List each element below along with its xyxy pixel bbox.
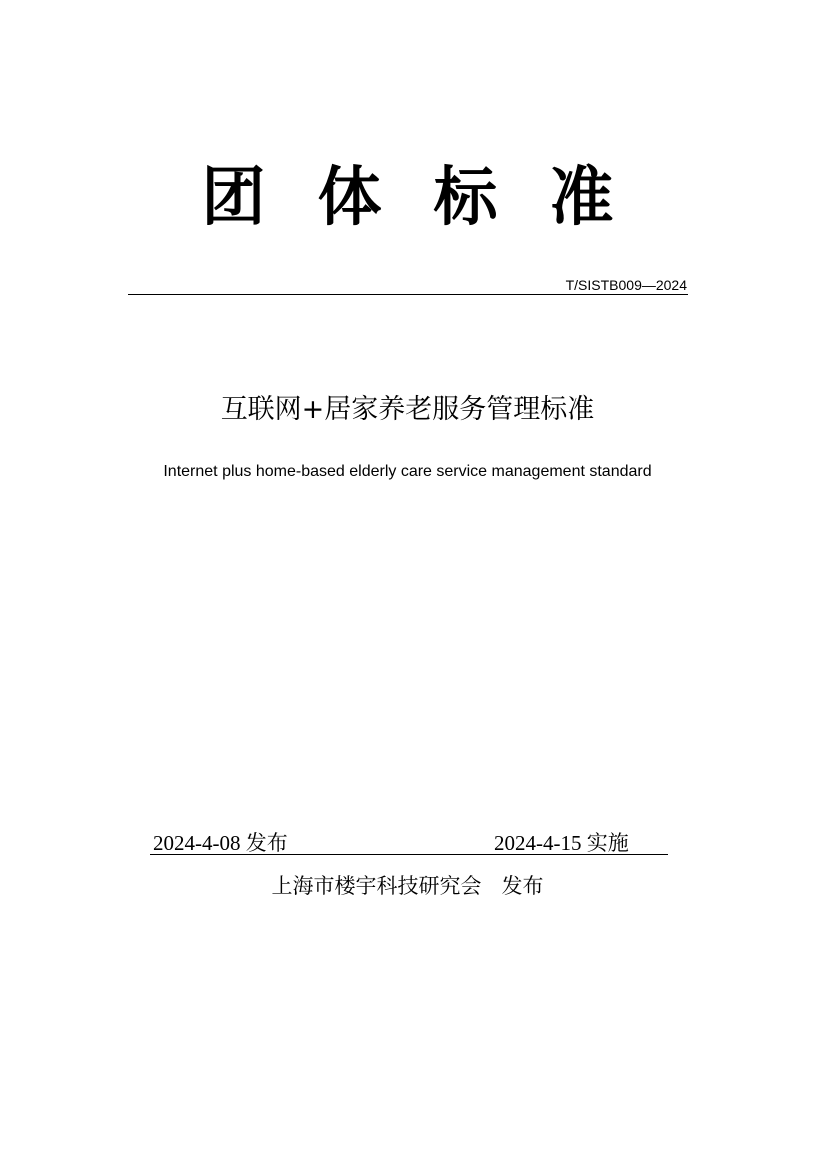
standard-number: T/SISTB009—2024 [565,277,687,293]
document-heading: 团体标准 [201,161,666,235]
title-chinese: 互联网+居家养老服务管理标准 [220,394,595,425]
title-english: Internet plus home-based elderly care service management standard [163,463,652,480]
date-divider [150,854,668,855]
header-divider [128,294,688,295]
implementation-date: 2024-4-15 实施 [494,831,629,855]
release-date: 2024-4-08 发布 [153,831,288,855]
issuer: 上海市楼宇科技研究会 发布 [271,874,544,898]
